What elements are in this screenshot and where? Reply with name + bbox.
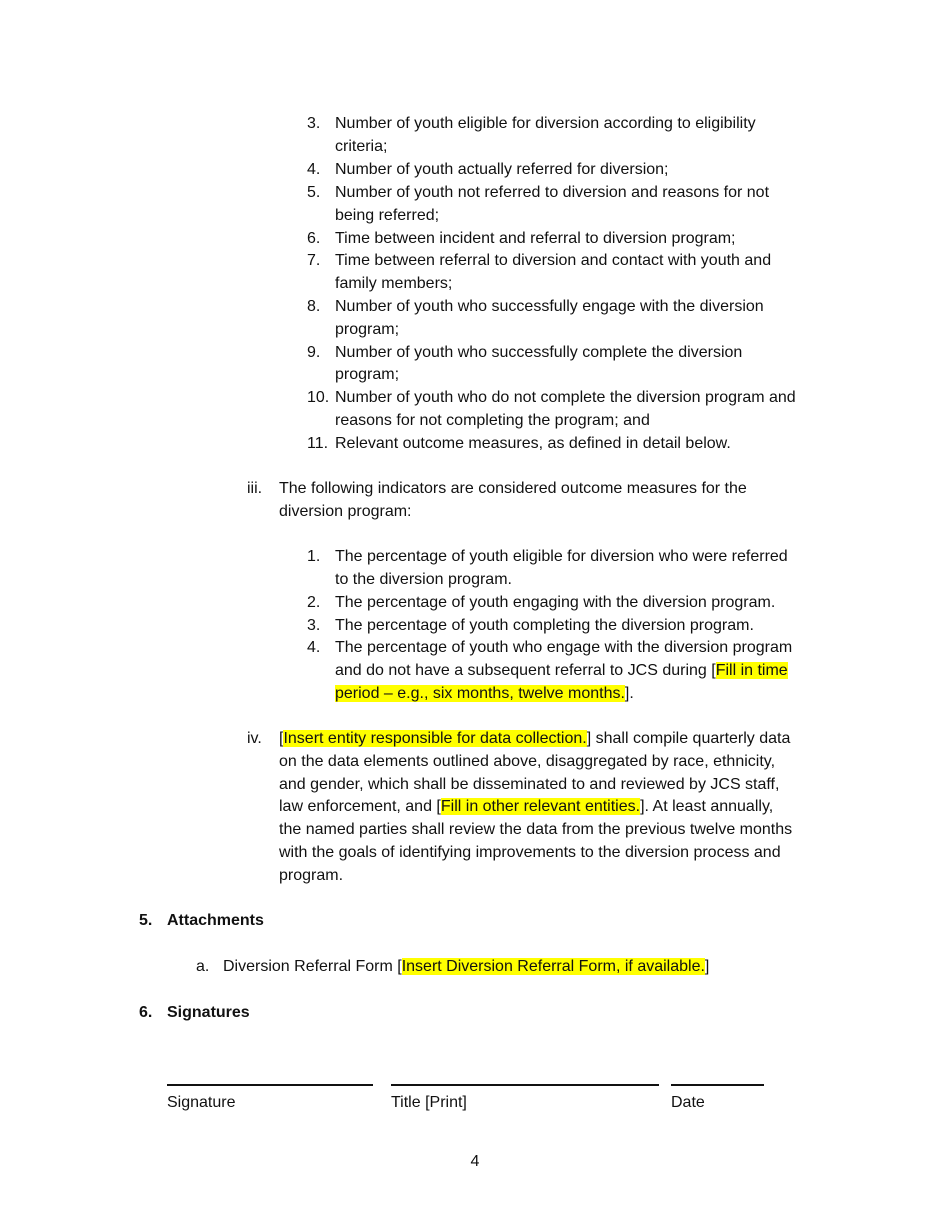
section-text: on the data elements outlined above, disaggregated by race, ethnicity, (279, 753, 776, 770)
section-heading-number: 5. (139, 912, 153, 929)
list-item-text: to the diversion program. (335, 571, 512, 588)
list-item-text: being referred; (335, 207, 440, 224)
section-number: iii. (247, 480, 263, 497)
signature-line (167, 1084, 373, 1086)
section-heading: Signatures (167, 1004, 250, 1021)
list-item-number: 8. (307, 298, 321, 315)
list-item-number: 7. (307, 252, 321, 269)
section-text (279, 795, 773, 818)
title-line (391, 1084, 659, 1086)
text-run: law enforcement, and [ (279, 798, 441, 815)
list-item-text: program; (335, 321, 400, 338)
list-item-number: 3. (307, 115, 321, 132)
list-item-text (335, 659, 788, 682)
title-label: Title [Print] (391, 1094, 467, 1111)
list-item-text: The percentage of youth eligible for diversion who were referred (335, 548, 788, 565)
list-item-text: Number of youth who successfully engage with the diversion (335, 298, 764, 315)
list-item-number: 11. (307, 435, 329, 452)
list-item-text: program; (335, 366, 400, 383)
list-item-text: Relevant outcome measures, as defined in detail below. (335, 435, 731, 452)
highlighted-placeholder: period – e.g., six months, twelve months. (335, 685, 625, 702)
list-item-text: The percentage of youth who engage with the diversion program (335, 639, 793, 656)
list-item-text: Time between referral to diversion and contact with youth and (335, 252, 772, 269)
list-item-text: The percentage of youth completing the diversion program. (335, 617, 754, 634)
signature-label: Signature (167, 1094, 236, 1111)
page-number: 4 (470, 1153, 480, 1170)
section-text: the named parties shall review the data from the previous twelve months (279, 821, 793, 838)
section-text: The following indicators are considered outcome measures for the (279, 480, 747, 497)
list-item-text: Number of youth eligible for diversion according to eligibility (335, 115, 756, 132)
list-item-text: Time between incident and referral to diversion program; (335, 230, 736, 247)
list-item-text: criteria; (335, 138, 388, 155)
text-run: [ (279, 730, 284, 747)
list-item-number: 1. (307, 548, 321, 565)
text-run: ] (704, 958, 710, 975)
attachment-item (223, 955, 709, 978)
list-item-number: 3. (307, 617, 321, 634)
section-text: diversion program: (279, 503, 412, 520)
list-item-number: 2. (307, 594, 321, 611)
list-item-text: Number of youth not referred to diversion and reasons for not (335, 184, 770, 201)
section-text: program. (279, 867, 344, 884)
list-item-text: reasons for not completing the program; and (335, 412, 650, 429)
highlighted-placeholder: Insert entity responsible for data collection. (283, 730, 587, 747)
list-item-text: family members; (335, 275, 453, 292)
list-item-number: 6. (307, 230, 321, 247)
list-item-text: The percentage of youth engaging with the diversion program. (335, 594, 776, 611)
section-heading-number: 6. (139, 1004, 153, 1021)
list-item-number: 9. (307, 344, 321, 361)
text-run: ] shall compile quarterly data (586, 730, 791, 747)
list-item-text: Number of youth who successfully complete the diversion (335, 344, 743, 361)
highlighted-placeholder: Insert Diversion Referral Form, if available. (401, 958, 705, 975)
list-item-text: Number of youth actually referred for diversion; (335, 161, 669, 178)
text-run: ]. At least annually, (640, 798, 774, 815)
section-number: iv. (247, 730, 262, 747)
highlighted-placeholder: Fill in other relevant entities. (440, 798, 641, 815)
text-run: and do not have a subsequent referral to JCS during [ (335, 662, 716, 679)
list-item-text: Number of youth who do not complete the diversion program and (335, 389, 796, 406)
list-item-number: a. (196, 958, 210, 975)
date-label: Date (671, 1094, 705, 1111)
section-text (279, 727, 790, 750)
list-item-number: 4. (307, 161, 321, 178)
date-line (671, 1084, 764, 1086)
list-item-text (335, 682, 634, 705)
list-item-number: 10. (307, 389, 330, 406)
section-text: with the goals of identifying improvements to the diversion process and (279, 844, 781, 861)
list-item-number: 4. (307, 639, 321, 656)
list-item-number: 5. (307, 184, 321, 201)
highlighted-placeholder: Fill in time (715, 662, 788, 679)
section-heading: Attachments (167, 912, 264, 929)
text-run: ]. (624, 685, 634, 702)
section-text: and gender, which shall be disseminated to and reviewed by JCS staff, (279, 776, 780, 793)
text-run: Diversion Referral Form [ (223, 958, 402, 975)
